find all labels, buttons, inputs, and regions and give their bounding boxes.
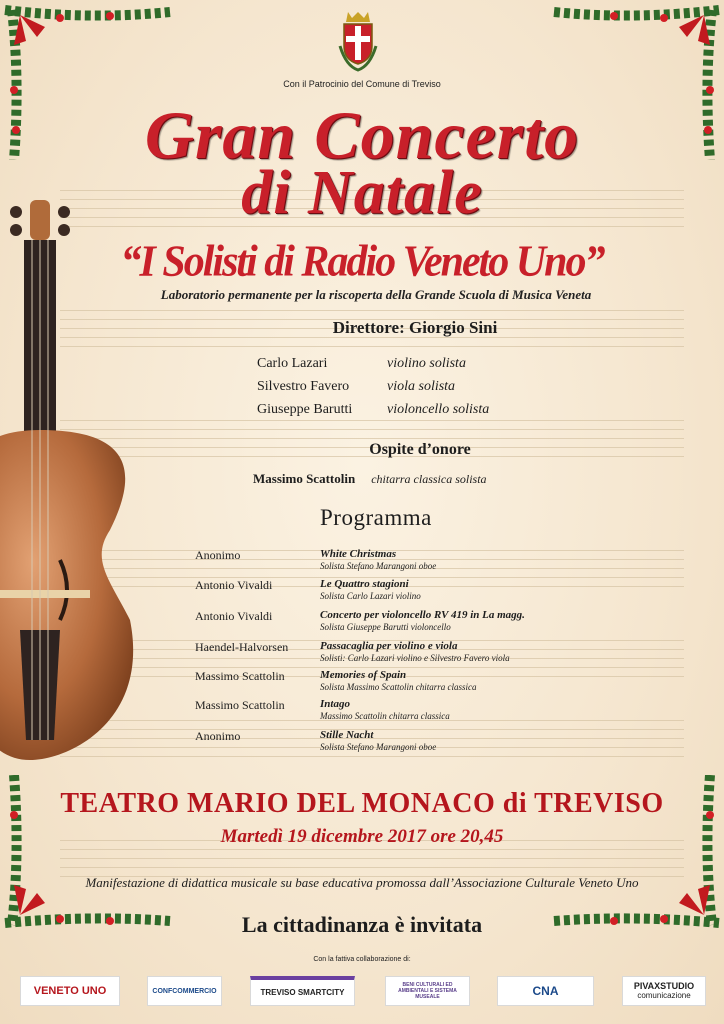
program-soloist: Solisti: Carlo Lazari violino e Silvestro Favero viola bbox=[320, 653, 510, 663]
program-work: Concerto per violoncello RV 419 in La magg. bbox=[320, 609, 525, 621]
invitation: La cittadinanza è invitata bbox=[241, 912, 483, 937]
sponsor-logo-treviso-smartcity bbox=[250, 976, 355, 1006]
promotion-text: Manifestazione di didattica musicale su base educativa promossa dall’Associazione Culturale Veneto Uno bbox=[85, 875, 639, 890]
guest-row bbox=[253, 471, 487, 487]
soloist-name: Carlo Lazari bbox=[257, 356, 328, 371]
program-work: Le Quattro stagioni bbox=[320, 578, 409, 590]
program-work: Passacaglia per violino e viola bbox=[320, 640, 458, 652]
soloist-role: viola solista bbox=[387, 379, 456, 394]
guest-role: chitarra classica solista bbox=[371, 472, 487, 486]
program-soloist: Solista Stefano Marangoni oboe bbox=[320, 561, 437, 571]
program-composer: Haendel-Halvorsen bbox=[195, 640, 289, 654]
sponsor-name: CNA bbox=[532, 984, 559, 998]
guest-name: Massimo Scattolin bbox=[253, 471, 356, 486]
soloist-row bbox=[257, 402, 489, 418]
soloist-row bbox=[257, 379, 455, 395]
program-composer: Anonimo bbox=[195, 548, 241, 562]
sponsor-logo-pivaxstudio bbox=[622, 976, 706, 1006]
treviso-crest-icon bbox=[336, 10, 380, 72]
subtitle: Laboratorio permanente per la riscoperta della Grande Scuola di Musica Veneta bbox=[160, 287, 592, 302]
program-soloist: Solista Stefano Marangoni oboe bbox=[320, 742, 437, 752]
sponsor-name: VENETO UNO bbox=[33, 985, 107, 997]
collaboration-label: Con la fattiva collaborazione di: bbox=[313, 956, 411, 963]
guest-heading: Ospite d’onore bbox=[369, 441, 471, 458]
title-line-2: di Natale bbox=[241, 159, 483, 227]
soloist-name: Silvestro Favero bbox=[257, 379, 350, 394]
title-line-1: Gran Concerto bbox=[144, 97, 580, 173]
patronage-text: Con il Patrocinio del Comune di Treviso bbox=[283, 79, 441, 89]
program-soloist: Solista Massimo Scattolin chitarra classica bbox=[320, 682, 477, 692]
program-work: Memories of Spain bbox=[320, 669, 407, 681]
sponsor-logo-beni-culturali bbox=[385, 976, 470, 1006]
program-work: Stille Nacht bbox=[320, 729, 374, 741]
soloist-role: violoncello solista bbox=[387, 402, 490, 417]
program-work: Intago bbox=[320, 698, 350, 710]
program-soloist: Solista Giuseppe Barutti violoncello bbox=[320, 622, 451, 632]
program-composer: Anonimo bbox=[195, 729, 241, 743]
sponsor-name: CONFCOMMERCIO bbox=[152, 987, 217, 995]
sponsor-logo-confcommercio bbox=[147, 976, 222, 1006]
program-composer: Massimo Scattolin bbox=[195, 698, 285, 712]
soloist-role: violino solista bbox=[387, 356, 466, 371]
program-composer: Massimo Scattolin bbox=[195, 669, 285, 683]
sponsor-name: PIVAXSTUDIO bbox=[633, 980, 695, 991]
program-soloist: Solista Carlo Lazari violino bbox=[320, 591, 421, 601]
sponsor-logo-cna bbox=[497, 976, 594, 1006]
venue: TEATRO MARIO DEL MONACO di TREVISO bbox=[60, 788, 664, 819]
soloist-row bbox=[257, 356, 466, 372]
ensemble-name: “I Solisti di Radio Veneto Uno” bbox=[120, 237, 604, 287]
event-date: Martedì 19 dicembre 2017 ore 20,45 bbox=[220, 826, 504, 847]
program-heading: Programma bbox=[320, 505, 432, 530]
sponsor-tagline: comunicazione bbox=[637, 990, 691, 1000]
program-soloist: Massimo Scattolin chitarra classica bbox=[320, 711, 450, 721]
program-composer: Antonio Vivaldi bbox=[195, 578, 273, 592]
sponsor-name: BENI CULTURALI ED AMBIENTALI E SISTEMA MUSEALE bbox=[398, 982, 457, 1000]
program-work: White Christmas bbox=[320, 548, 397, 560]
sponsor-name: TREVISO SMARTCITY bbox=[260, 988, 345, 997]
program-composer: Antonio Vivaldi bbox=[195, 609, 273, 623]
soloist-name: Giuseppe Barutti bbox=[257, 402, 353, 417]
sponsor-logo-veneto-uno bbox=[20, 976, 120, 1006]
director: Direttore: Giorgio Sini bbox=[332, 318, 498, 337]
